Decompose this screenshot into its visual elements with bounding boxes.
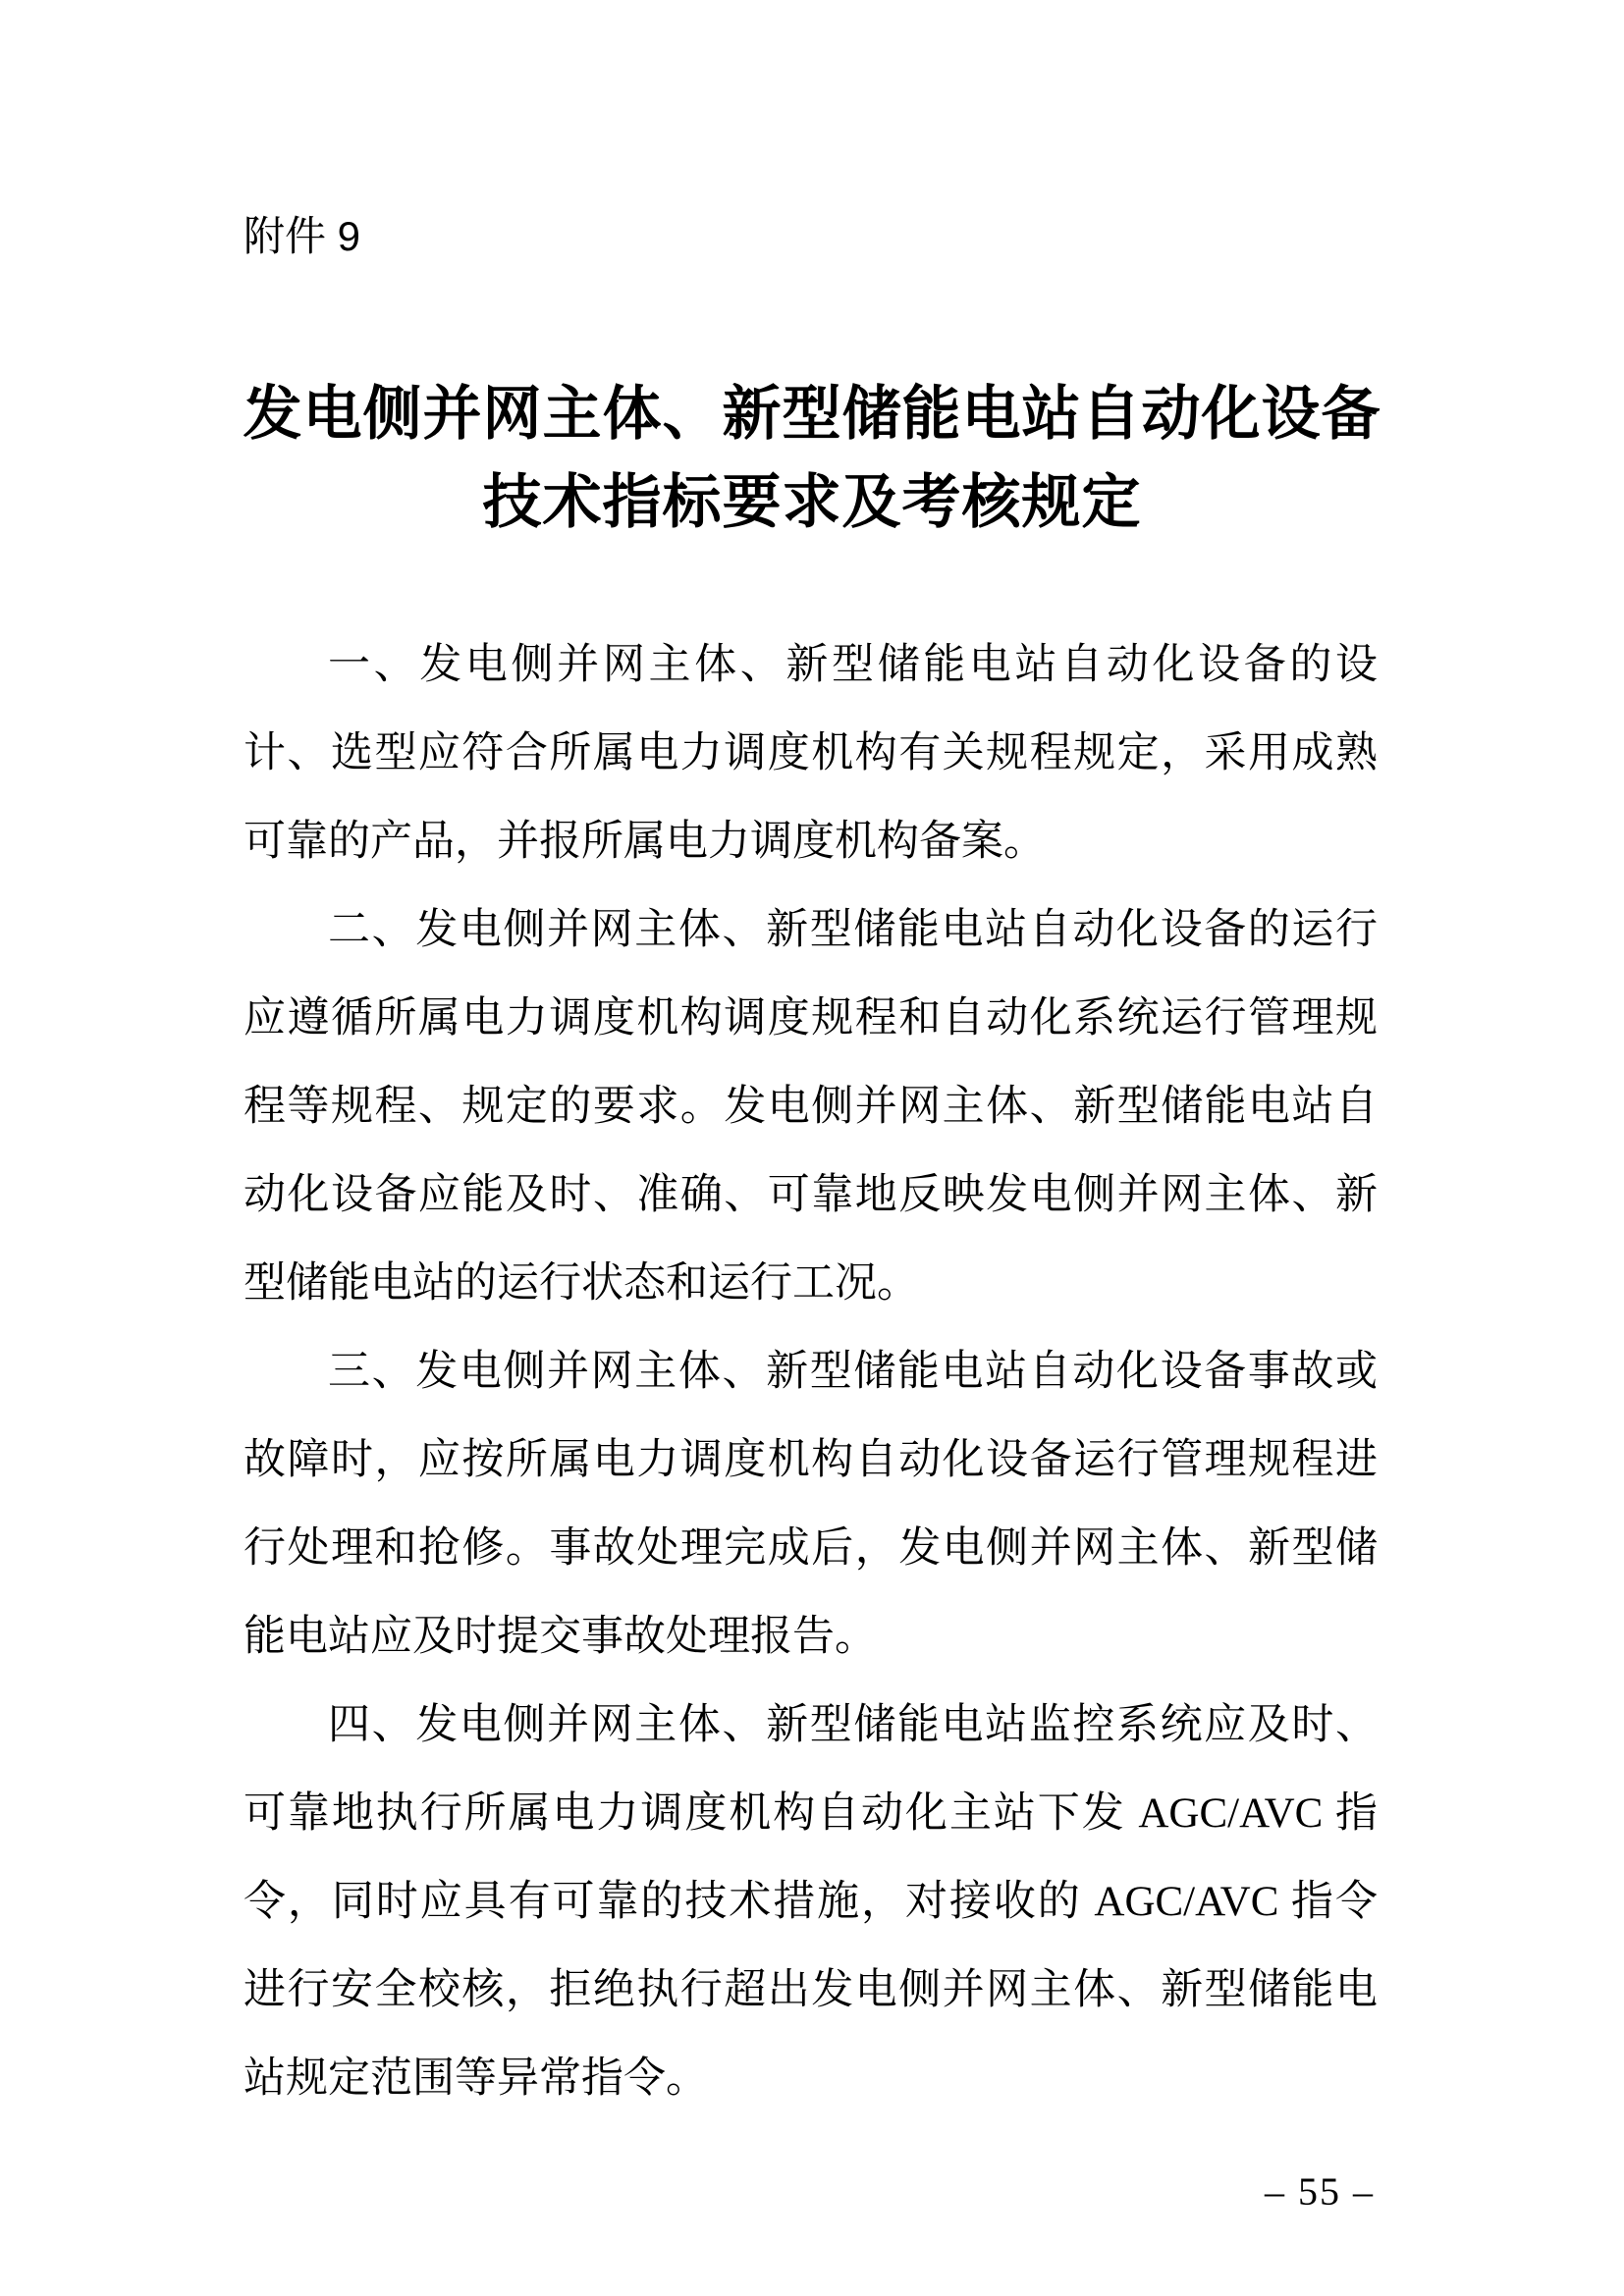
- title-line-1: 发电侧并网主体、新型储能电站自动化设备: [243, 382, 1381, 447]
- paragraph-2: 二、发电侧并网主体、新型储能电站自动化设备的运行应遵循所属电力调度机构调度规程和自动化系统运行管理规程等规程、规定的要求。发电侧并网主体、新型储能电站自动化设备应能及时、准确、可靠地反映发电侧并网主体、新型储能电站的运行状态和运行工况。: [244, 907, 1378, 1307]
- page-number: – 55 –: [1265, 2169, 1375, 2214]
- attachment-label: 附件 9: [244, 213, 361, 259]
- paragraph-3: 三、发电侧并网主体、新型储能电站自动化设备事故或故障时，应按所属电力调度机构自动化设备运行管理规程进行处理和抢修。事故处理完成后，发电侧并网主体、新型储能电站应及时提交事故处理报告。: [244, 1349, 1378, 1660]
- title-line-2: 技术指标要求及考核规定: [482, 470, 1142, 535]
- paragraph-4: 四、发电侧并网主体、新型储能电站监控系统应及时、可靠地执行所属电力调度机构自动化主站下发 AGC/AVC 指令，同时应具有可靠的技术措施，对接收的 AGC/AVC 指令进行安全校核，拒绝执行超出发电侧并网主体、新型储能电站规定范围等异常指令。: [244, 1702, 1378, 2102]
- document-body: [244, 621, 1378, 2123]
- document-title: [0, 370, 1624, 547]
- paragraph-1: 一、发电侧并网主体、新型储能电站自动化设备的设计、选型应符合所属电力调度机构有关规程规定，采用成熟可靠的产品，并报所属电力调度机构备案。: [244, 642, 1378, 865]
